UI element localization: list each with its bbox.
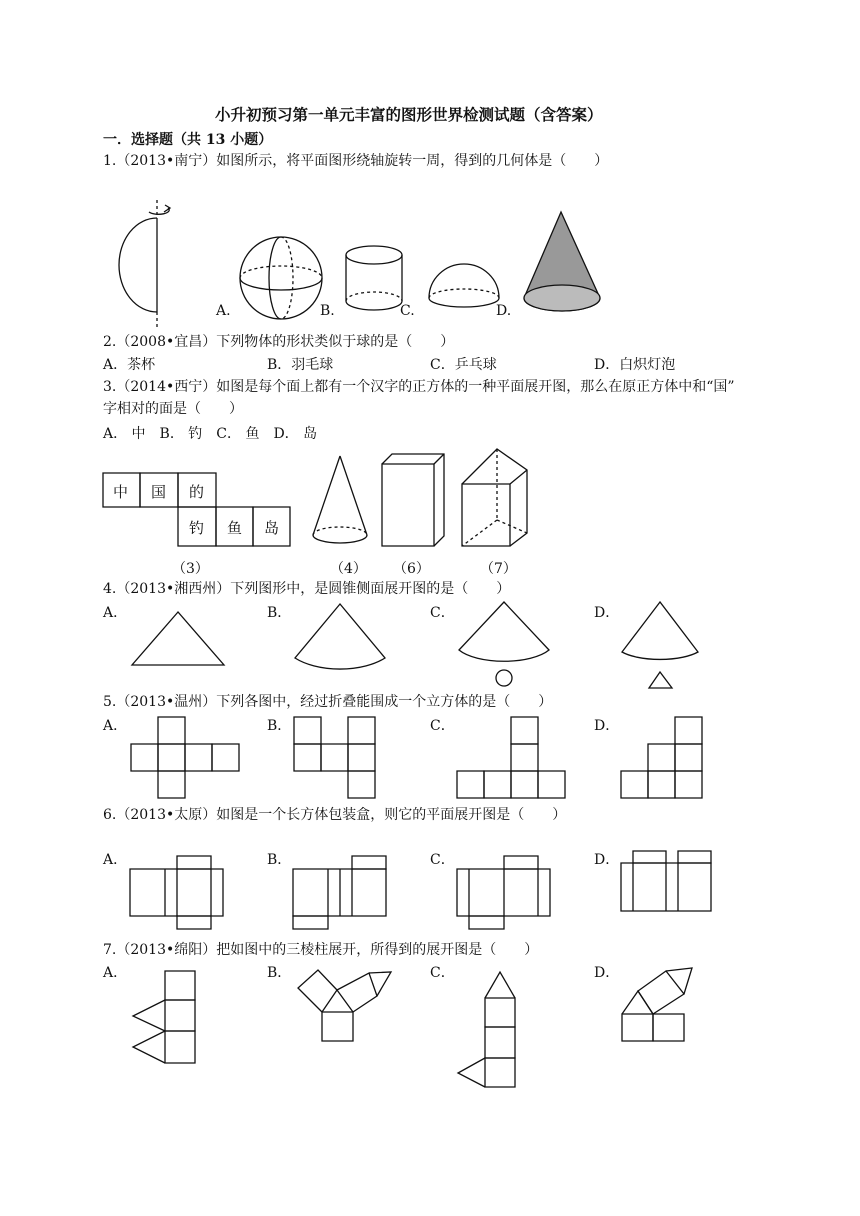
q3-cube-net <box>103 473 290 546</box>
q6-option-a-label: A． <box>103 852 128 868</box>
net-cell <box>103 473 140 507</box>
question-5-stem: 5.（2013•温州）下列各图中，经过折叠能围成一个立方体的是（ ） <box>103 694 553 710</box>
question-2-stem: 2.（2008•宜昌）下列物体的形状类似于球的是（ ） <box>103 334 455 350</box>
q5-option-c-label: C． <box>430 718 455 734</box>
net-cell <box>178 473 216 507</box>
q7-option-b-net <box>298 970 391 1041</box>
q5-option-b-net <box>294 717 375 798</box>
q3-cone-outline <box>313 456 367 543</box>
q7-option-d-label: D． <box>594 965 620 981</box>
q2-option-a: A．茶杯 <box>103 357 156 373</box>
q4-option-b-sector <box>295 604 385 669</box>
q3-figure-label-7: （7） <box>480 561 517 577</box>
q7-option-b-label: B． <box>267 965 292 981</box>
section-heading: 一．选择题（共 13 小题） <box>103 132 273 148</box>
q6-option-d-label: D． <box>594 852 620 868</box>
net-cell <box>178 507 216 546</box>
question-1-stem: 1.（2013•南宁）如图所示，将平面图形绕轴旋转一周，得到的几何体是（ ） <box>103 153 609 169</box>
q2-option-b: B．羽毛球 <box>267 357 334 373</box>
q5-option-c-net <box>457 717 565 798</box>
net-cell-label: 国 <box>151 483 167 501</box>
q4-option-a-triangle <box>132 612 224 665</box>
q1-option-c-hemisphere <box>429 264 499 307</box>
question-3-stem-line-2: 字相对的面是（ ） <box>103 401 243 417</box>
question-7-stem: 7.（2013•绵阳）把如图中的三棱柱展开，所得到的展开图是（ ） <box>103 942 539 958</box>
q4-option-d-label: D． <box>594 605 620 621</box>
page-title: 小升初预习第一单元丰富的图形世界检测试题（含答案） <box>215 105 603 124</box>
q7-option-c-label: C． <box>430 965 455 981</box>
q3-figure-label-3: （3） <box>172 561 209 577</box>
q5-option-d-net <box>621 717 702 798</box>
net-cell-label: 中 <box>113 483 129 501</box>
q1-option-d-cone <box>524 212 600 311</box>
q7-option-d-net <box>622 968 692 1041</box>
net-cell <box>216 507 253 546</box>
q1-option-b-label: B. <box>320 303 335 319</box>
q6-option-c-net <box>457 856 550 929</box>
q4-option-c-label: C． <box>430 605 455 621</box>
q2-option-d: D．白炽灯泡 <box>594 357 676 373</box>
q7-option-a-net <box>133 971 195 1063</box>
q6-option-c-label: C． <box>430 852 455 868</box>
q6-option-a-net <box>130 856 223 929</box>
q4-option-a-label: A． <box>103 605 128 621</box>
q4-option-c-sector-with-circle <box>459 602 549 686</box>
question-3-stem-line-1: 3.（2014•西宁）如图是每个面上都有一个汉字的正方体的一种平面展开图，那么在原正方体中和“国” <box>103 379 735 395</box>
q6-option-d-net <box>621 851 711 911</box>
net-cell-label: 岛 <box>264 519 280 537</box>
q1-rotation-figure <box>119 200 170 330</box>
q4-option-d-sector-with-triangle <box>622 602 698 688</box>
q3-triangular-prism <box>462 449 527 546</box>
q1-option-c-label: C. <box>400 303 415 319</box>
q5-option-b-label: B． <box>267 718 292 734</box>
q1-option-a-label: A. <box>216 303 231 319</box>
q4-option-b-label: B． <box>267 605 292 621</box>
q5-option-d-label: D． <box>594 718 620 734</box>
q3-cuboid <box>382 454 444 546</box>
net-cell-label: 钓 <box>189 519 205 537</box>
q2-option-c: C．乒乓球 <box>430 357 497 373</box>
q1-option-a-sphere <box>240 237 322 319</box>
net-cell-label: 的 <box>189 483 205 501</box>
net-cell <box>140 473 178 507</box>
q6-option-b-label: B． <box>267 852 292 868</box>
net-cell-label: 鱼 <box>227 519 243 537</box>
question-6-stem: 6.（2013•太原）如图是一个长方体包装盒，则它的平面展开图是（ ） <box>103 807 567 823</box>
q5-option-a-label: A． <box>103 718 128 734</box>
q7-option-c-net <box>458 972 515 1087</box>
q3-figure-label-4: （4） <box>330 561 367 577</box>
q1-option-b-cylinder <box>346 246 402 310</box>
q5-option-a-net <box>131 717 239 798</box>
q3-figure-label-6: （6） <box>393 561 430 577</box>
net-cell <box>253 507 290 546</box>
q3-options: A． 中 B． 钓 C． 鱼 D． 岛 <box>103 426 318 442</box>
question-4-stem: 4.（2013•湘西州）下列图形中，是圆锥侧面展开图的是（ ） <box>103 581 511 597</box>
q6-option-b-net <box>293 856 386 929</box>
q1-option-d-label: D. <box>496 303 512 319</box>
q7-option-a-label: A． <box>103 965 128 981</box>
